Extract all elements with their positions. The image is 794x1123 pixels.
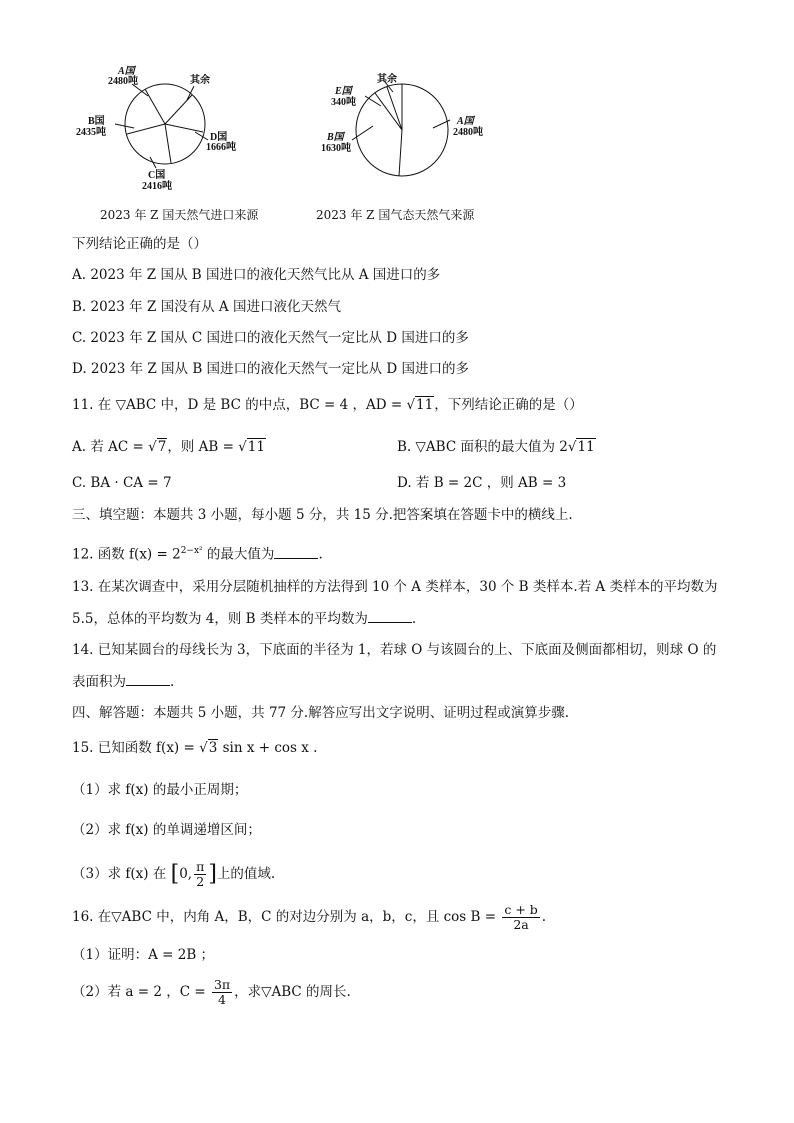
section-3-heading: 三、填空题：本题共 3 小题，每小题 5 分，共 15 分.把答案填在答题卡中的横线上. — [72, 507, 573, 523]
pie-1-label-d-value: 1666吨 — [206, 142, 236, 153]
pie-1-leader-other — [187, 86, 194, 100]
pie-1-leader-d — [195, 132, 208, 140]
pie-chart-gaseous-sources — [315, 62, 515, 202]
pie-2-label-b-name: B国 — [327, 132, 344, 143]
q12: 12. 函数 $f(x) = 2^{2-x^2}$ 的最大值为 . — [72, 541, 323, 565]
q12-post: 的最大值为 — [202, 546, 275, 563]
q11-b-pre: B. — [397, 439, 416, 455]
sqrt-sign: √ — [238, 439, 247, 455]
q11-b-sqrt: 11 — [577, 439, 595, 455]
pie-2-caption: 2023 年 Z 国气态天然气来源 — [316, 208, 475, 222]
fraction — [194, 860, 206, 889]
q15-3-pre: （3）求 f(x) 在 — [72, 866, 167, 882]
pie-2-divider-2 — [387, 87, 402, 130]
answer-blank[interactable] — [126, 671, 170, 686]
pie-1-divider-2 — [165, 95, 192, 124]
q14-line-1: 14. 已知某圆台的母线长为 3，下底面的半径为 1，若球 O 与该圆台的上、下底面及侧面都相切，则球 O 的 — [72, 642, 717, 658]
q16-stem: 16. 在▽ABC 中，内角 A，B，C 的对边分别为 a，b，c，且 cos B = $\frac{c + b}{2a}$ . — [72, 902, 547, 932]
pie-2-label-a-value: 2480吨 — [453, 127, 483, 138]
q13-l2-pre: 5.5，总体的平均数为 4，则 B 类样本的平均数为 — [72, 611, 368, 627]
pie-2-divider-4 — [399, 130, 402, 176]
pie-chart-import-sources — [70, 62, 330, 202]
q10-option-c: C. 2023 年 Z 国从 C 国进口的液化天然气一定比从 D 国进口的多 — [72, 330, 469, 346]
fraction-numerator: π — [196, 859, 205, 874]
q11-stem — [72, 395, 583, 415]
pie-1-label-c-name: C国 — [148, 170, 166, 181]
bracket-right: ] — [208, 861, 217, 887]
pie-2-slices — [352, 82, 450, 176]
q10-stem: 下列结论正确的是（） — [72, 236, 207, 252]
pie-1-label-c-value: 2416吨 — [142, 181, 172, 192]
pie-2-label-other: 其余 — [377, 74, 397, 85]
q15-pre: 15. 已知函数 f(x) = — [72, 740, 200, 756]
sqrt-sign: √ — [148, 439, 157, 455]
q15-part-2: （2）求 f(x) 的单调递增区间； — [72, 822, 261, 838]
q11-a-pre: A. 若 AC = — [72, 439, 149, 455]
q11-a-sqrt2: 11 — [247, 439, 265, 455]
q11-option-c: C. BA · CA = 7 — [72, 475, 172, 491]
q15-sqrt: 3 — [208, 740, 218, 756]
fraction-denominator: 4 — [218, 992, 226, 1007]
q11-option-a — [72, 437, 266, 457]
q11-a-post: ，则 AB = — [167, 439, 239, 455]
q11-sqrt-value: 11 — [416, 397, 434, 413]
q11-tail: ，下列结论正确的是（） — [434, 397, 583, 413]
triangle-symbol: ▽ — [111, 909, 122, 925]
pie-2-label-e-value: 340吨 — [331, 97, 356, 108]
pie-1-slices — [115, 84, 208, 168]
q16-part-2 — [72, 978, 351, 1007]
q11-option-b — [397, 437, 596, 457]
q13-line-1: 13. 在某次调查中，采用分层随机抽样的方法得到 10 个 A 类样本，30 个 B 类样本.若 A 类样本的平均数为 — [72, 579, 718, 595]
pie-2-label-b-value: 1630吨 — [321, 143, 351, 154]
sqrt-sign: √ — [199, 740, 208, 756]
pie-1-caption: 2023 年 Z 国天然气进口来源 — [100, 208, 259, 222]
pie-1-label-b-value: 2435吨 — [76, 127, 106, 138]
bracket-left: [ — [170, 861, 180, 887]
q10-option-b: B. 2023 年 Z 国没有从 A 国进口液化天然气 — [72, 299, 341, 315]
q16-2-post: ABC 的周长. — [271, 984, 351, 1000]
pie-2-label-e-name: E国 — [335, 86, 352, 97]
triangle-symbol: ▽ — [115, 397, 126, 413]
q15-stem — [72, 738, 317, 758]
sqrt-sign: √ — [567, 439, 577, 455]
q16-part-1: （1）证明：A = 2B ； — [72, 947, 215, 963]
fraction-numerator: 3π — [213, 977, 231, 992]
fraction-denominator: 2 — [196, 874, 205, 889]
q11-b-mid: ABC 面积的最大值为 2 — [425, 439, 568, 455]
q16-pre: 16. 在 — [72, 909, 112, 925]
pie-1-label-other: 其余 — [190, 75, 210, 86]
pie-1-divider-4 — [165, 124, 171, 163]
q14-line-2: 表面积为 . — [72, 671, 174, 692]
pie-2-leader-b — [352, 126, 373, 140]
q11-mid: ABC 中，D 是 BC 的中点，BC = 4 ，AD = — [125, 397, 407, 413]
pie-1-divider-3 — [165, 124, 203, 132]
q12-pre: 12. 函数 f(x) = 2 — [72, 546, 181, 563]
q15-3-post: 上的值域. — [216, 866, 276, 882]
q11-a-sqrt: 7 — [157, 439, 167, 455]
fraction-numerator: c + b — [504, 902, 538, 917]
fraction — [212, 978, 232, 1007]
sqrt-sign: √ — [406, 397, 416, 413]
triangle-symbol: ▽ — [415, 439, 426, 455]
fraction-denominator: 2a — [513, 917, 529, 932]
pie-2-divider-3 — [375, 93, 402, 130]
q11-option-d: D. 若 B = 2C ，则 AB = 3 — [397, 475, 567, 491]
pie-1-divider-5 — [127, 124, 165, 134]
q10-option-d: D. 2023 年 Z 国从 B 国进口的液化天然气一定比从 D 国进口的多 — [72, 361, 469, 377]
q13-line-2: 5.5，总体的平均数为 4，则 B 类样本的平均数为 . — [72, 608, 416, 629]
pie-1-label-a-name: A国 — [118, 66, 135, 77]
pie-1-label-a-value: 2480吨 — [108, 76, 138, 87]
q15-part-3 — [72, 860, 275, 889]
q14-l2-pre: 表面积为 — [72, 674, 126, 690]
pie-2-label-a-name: A国 — [457, 116, 474, 127]
q16-mid: ABC 中，内角 A，B，C 的对边分别为 a，b，c，且 cos B = — [121, 909, 501, 925]
q16-2-pre: （2）若 a = 2 ，C = — [72, 984, 210, 1000]
q15-3-interval-start: 0, — [179, 866, 193, 882]
fraction — [502, 903, 539, 932]
pie-1-label-b-name: B国 — [88, 116, 105, 127]
section-4-heading: 四、解答题：本题共 5 小题，共 77 分.解答应写出文字说明、证明过程或演算步骤. — [72, 705, 570, 721]
q10-option-a: A. 2023 年 Z 国从 B 国进口的液化天然气比从 A 国进口的多 — [72, 267, 441, 283]
pie-1-leader-b — [115, 124, 134, 128]
pie-1-divider-1 — [145, 89, 165, 124]
answer-blank[interactable] — [274, 544, 318, 559]
q16-2-mid: ，求 — [234, 984, 262, 1000]
q11-head: 11. 在 — [72, 397, 112, 413]
q15-post: sin x + cos x . — [218, 740, 318, 756]
pie-1-label-d-name: D国 — [210, 132, 228, 143]
q15-part-1: （1）求 f(x) 的最小正周期； — [72, 782, 248, 798]
answer-blank[interactable] — [368, 608, 412, 623]
q12-exponent: 2−x² — [180, 546, 203, 556]
triangle-symbol: ▽ — [261, 984, 272, 1000]
